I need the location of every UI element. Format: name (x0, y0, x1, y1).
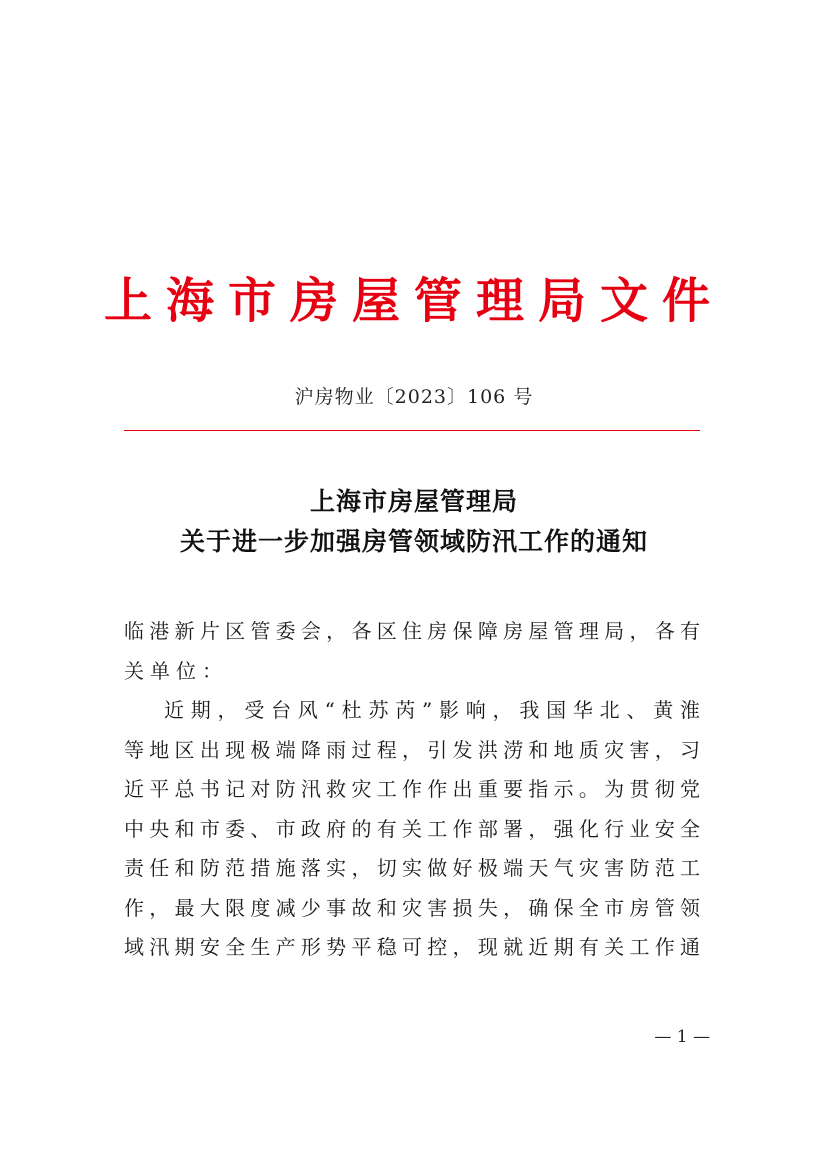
body-line: 作，最大限度减少事故和灾害损失，确保全市房管领 (124, 895, 700, 920)
body-line: 等地区出现极端降雨过程，引发洪涝和地质灾害，习 (124, 737, 700, 762)
document-body (124, 612, 700, 968)
document-title (100, 482, 728, 562)
body-line: 域汛期安全生产形势平稳可控，现就近期有关工作通 (124, 935, 700, 959)
page-number: — 1 — (654, 1027, 710, 1047)
body-line-addressee-cont: 关单位： (124, 658, 228, 683)
document-number: 沪房物业〔2023〕106 号 (294, 386, 534, 408)
body-line-addressee: 临港新片区管委会，各区住房保障房屋管理局，各有 (124, 619, 700, 643)
body-line: 中央和市委、市政府的有关工作部署，强化行业安全 (124, 816, 700, 841)
red-separator-line (124, 430, 700, 431)
body-line: 责任和防范措施落实，切实做好极端天气灾害防范工 (124, 856, 700, 880)
body-line: 近期，受台风“杜苏芮”影响，我国华北、黄淮 (164, 698, 700, 722)
document-title-line-2: 关于进一步加强房管领域防汛工作的通知 (179, 527, 648, 556)
body-line: 近平总书记对防汛救灾工作作出重要指示。为贯彻党 (124, 777, 700, 801)
document-title-line-1: 上海市房屋管理局 (309, 487, 518, 516)
issuing-authority-header: 上海市房屋管理局文件 (103, 273, 724, 329)
